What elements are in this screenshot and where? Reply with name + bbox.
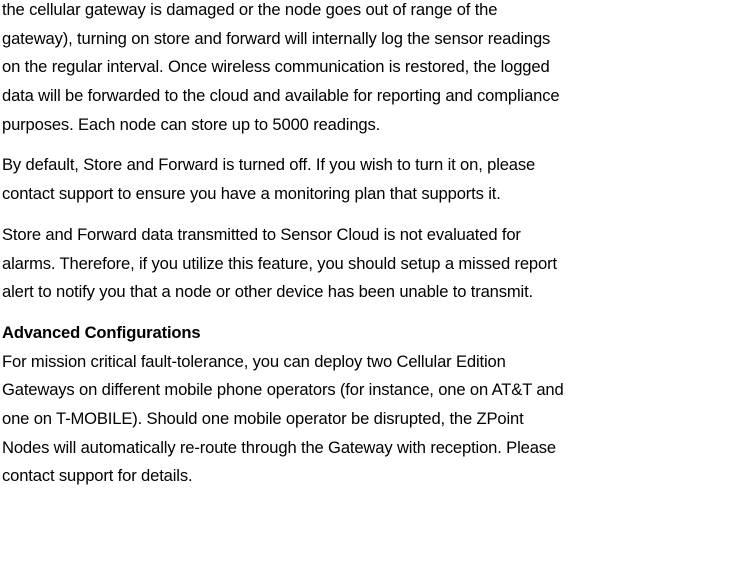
paragraph-alarms-note (2, 221, 732, 307)
paragraph-spacer (2, 139, 732, 151)
paragraph-store-forward-intro (2, 0, 732, 139)
paragraph-spacer (2, 307, 732, 319)
section-advanced-configurations (2, 319, 732, 491)
paragraph-spacer (2, 209, 732, 221)
text-line: gateway), turning on store and forward will internally log the sensor readings (2, 28, 551, 48)
text-line: alarms. Therefore, if you utilize this feature, you should setup a missed report (2, 253, 557, 273)
text-line: contact support for details. (2, 466, 193, 486)
paragraph-default-setting (2, 151, 732, 208)
text-line: the cellular gateway is damaged or the node goes out of range of the (2, 0, 498, 19)
text-line: contact support to ensure you have a monitoring plan that supports it. (2, 184, 501, 204)
text-line: Nodes will automatically re-route through the Gateway with reception. Please (2, 437, 556, 457)
text-line: one on T-MOBILE). Should one mobile operator be disrupted, the ZPoint (2, 408, 524, 428)
text-line: alert to notify you that a node or other device has been unable to transmit. (2, 282, 534, 302)
text-line: on the regular interval. Once wireless communication is restored, the logged (2, 57, 550, 77)
text-line: data will be forwarded to the cloud and available for reporting and compliance (2, 86, 560, 106)
text-line: purposes. Each node can store up to 5000 readings. (2, 114, 381, 134)
section-heading: Advanced Configurations (2, 322, 201, 342)
document-body (2, 0, 732, 491)
text-line: By default, Store and Forward is turned off. If you wish to turn it on, please (2, 155, 536, 175)
text-line: Gateways on different mobile phone operators (for instance, one on AT&T and (2, 380, 564, 400)
text-line: Store and Forward data transmitted to Sensor Cloud is not evaluated for (2, 224, 521, 244)
text-line: For mission critical fault-tolerance, you can deploy two Cellular Edition (2, 351, 506, 371)
